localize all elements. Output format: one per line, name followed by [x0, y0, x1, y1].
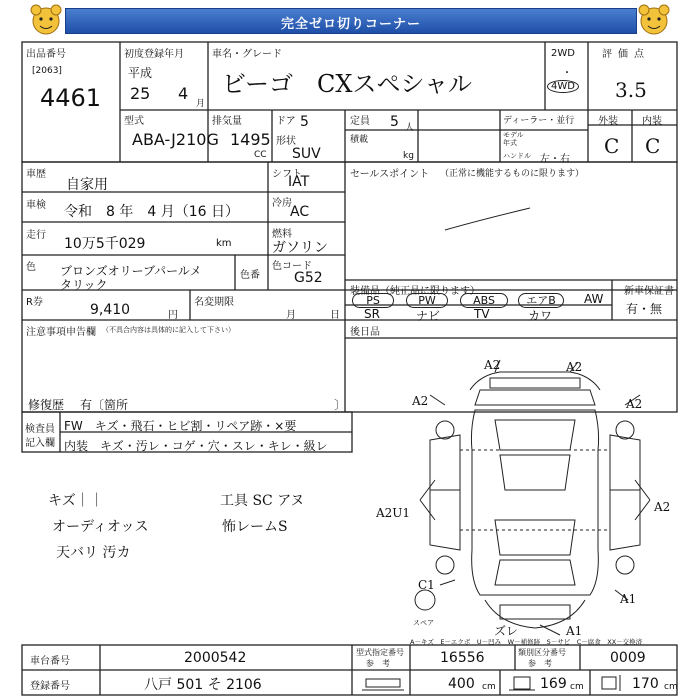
mileage-value: 10万5千029 — [64, 236, 146, 252]
mark-top-a: A2 — [484, 358, 501, 372]
length-icon — [360, 673, 408, 693]
registration-label: 初度登録年月 — [124, 49, 184, 60]
displacement-value: 1495 — [230, 130, 271, 149]
displacement-unit: CC — [254, 150, 267, 160]
body-type-label: 形状 — [276, 136, 296, 147]
sales-point-note: （正常に機能するものに限ります） — [440, 169, 585, 179]
usage-label: 車歴 — [26, 169, 46, 180]
mileage-label: 走行 — [26, 230, 46, 241]
mark-left-mid: A2U1 — [376, 506, 411, 520]
equipment-tv: TV — [474, 307, 490, 321]
doors-value: 5 — [300, 114, 309, 130]
drive-2wd: 2WD — [551, 48, 575, 59]
registration-year: 25 — [130, 84, 151, 103]
category-value: 0009 — [610, 650, 646, 666]
mark-top-b: A2 — [566, 360, 583, 374]
page-title: 完全ゼロ切りコーナー — [280, 17, 421, 32]
score-label: 評価点 — [602, 49, 650, 60]
fuel-value: ガソリン — [272, 240, 328, 256]
displacement-label: 排気量 — [212, 116, 242, 127]
recycle-value: 9,410 — [90, 302, 131, 318]
notes-label: 注意事項申告欄 — [26, 327, 96, 338]
fuel-label: 燃料 — [272, 229, 292, 240]
lot-code: [2063] — [32, 66, 62, 76]
score-value: 3.5 — [615, 78, 647, 102]
handwritten-stroke — [440, 200, 540, 240]
drive-dot: ・ — [562, 68, 572, 79]
color-code-label: 色コード — [272, 261, 312, 272]
type-designation-value: 16556 — [440, 650, 485, 666]
length-unit: cm — [482, 682, 496, 692]
car-damage-diagram — [400, 350, 680, 640]
lot-label: 出品番号 — [26, 49, 66, 60]
load-label: 積載 — [350, 135, 369, 145]
capacity-value: 5 — [390, 114, 399, 130]
interior-score: C — [645, 134, 661, 158]
recycle-label: R券 — [26, 297, 43, 308]
chassis-value: 2000542 — [184, 650, 247, 666]
load-unit: kg — [403, 151, 414, 161]
mark-bottom-a: ズレ — [494, 624, 519, 638]
handwritten-right-1: 工具 SC アヌ — [220, 493, 305, 509]
repair-label: 修復歴 — [28, 398, 65, 412]
equipment-airbag: エアB — [518, 293, 564, 308]
car-name-value: ビーゴ CXスペシャル — [222, 70, 473, 98]
plate-label: 登録番号 — [30, 681, 70, 692]
aircon-label: 冷房 — [272, 198, 292, 209]
color-value-line1: ブロンズオリーブパールメ — [60, 264, 202, 278]
warranty-value: 有・無 — [626, 302, 663, 316]
equipment-ps: PS — [352, 293, 394, 308]
capacity-unit: 人 — [405, 123, 415, 133]
type-designation-sub: 参 考 — [366, 659, 390, 668]
height-icon — [596, 673, 626, 693]
model-year-label2: 年式 — [503, 139, 517, 147]
equipment-aw: AW — [584, 292, 604, 306]
name-change-label: 名変期限 — [194, 297, 234, 308]
width-icon — [506, 673, 538, 693]
shift-value: IAT — [288, 174, 310, 190]
mileage-unit: km — [216, 238, 232, 249]
inspection-label: 車検 — [26, 200, 46, 211]
repair-close: 〕 — [334, 398, 347, 412]
model-year-label1: モデル — [503, 131, 524, 139]
warranty-label: 新車保証書 — [624, 286, 674, 297]
inspector-row2: 内装 キズ・汚レ・コゲ・穴・スレ・キレ・級レ — [64, 439, 328, 453]
body-type-value: SUV — [292, 146, 321, 162]
name-change-day: 日 — [330, 310, 340, 321]
category-sub: 参 考 — [528, 659, 552, 668]
inspector-label1: 検査員 — [25, 424, 55, 435]
interior-label: 内装 — [642, 116, 662, 127]
inspector-row1: FW キズ・飛石・ヒビ割・リペア跡・×要 — [64, 419, 297, 433]
exterior-score: C — [604, 134, 620, 158]
type-designation-label: 型式指定番号 — [356, 648, 404, 657]
dealer-label: ディーラー・並行 — [503, 116, 575, 126]
inspector-label2: 記入欄 — [25, 438, 55, 449]
equipment-label: 装備品（純正品に限ります） — [350, 286, 480, 297]
inspection-value: 令和 8 年 4 月（16 日） — [64, 204, 239, 220]
damage-legend: A－キズ E－エクボ U－凹み W－補修跡 S－サビ C－腐食 XX－交換済 — [410, 638, 643, 646]
car-name-label: 車名・グレード — [212, 49, 282, 60]
equipment-abs: ABS — [460, 293, 508, 308]
equipment-sr: SR — [364, 307, 380, 321]
handwritten-right-2: 怖レームS — [222, 519, 288, 535]
width-value: 169 — [540, 676, 567, 692]
model-value: ABA-J210G — [132, 130, 219, 149]
registration-month-unit: 月 — [196, 99, 206, 109]
spare-label: スペア — [413, 619, 434, 627]
capacity-label: 定員 — [350, 116, 370, 127]
notes-sub: （不具合内容は具体的に記入して下さい） — [102, 326, 235, 334]
lot-number: 4461 — [40, 84, 102, 112]
aftermarket-label: 後日品 — [350, 327, 380, 338]
mark-right-mid: A2 — [654, 500, 671, 514]
color-value-line2: タリック — [60, 278, 108, 292]
handwritten-left-2: オーディオッス — [52, 519, 149, 535]
doors-label: ドア — [276, 116, 296, 127]
mark-right-low: A1 — [620, 592, 637, 606]
handwritten-left-1: キズ｜｜ — [48, 493, 104, 509]
mark-left-top: A2 — [412, 394, 429, 408]
mark-bottom-b: A1 — [566, 624, 583, 638]
color-number-label: 色番 — [240, 270, 260, 281]
shift-label: シフト — [272, 169, 302, 180]
equipment-leather: カワ — [528, 309, 553, 323]
plate-value: 八戸 501 そ 2106 — [144, 677, 262, 693]
recycle-unit: 円 — [168, 310, 178, 321]
drive-4wd: 4WD — [547, 80, 579, 93]
usage-value: 自家用 — [66, 177, 108, 193]
color-code-value: G52 — [294, 270, 323, 286]
length-value: 400 — [448, 676, 475, 692]
aircon-value: AC — [290, 204, 310, 220]
mark-left-low: C1 — [418, 578, 435, 592]
sales-point-label: セールスポイント — [350, 169, 430, 180]
exterior-label: 外装 — [598, 116, 618, 127]
name-change-month: 月 — [286, 310, 296, 321]
registration-month: 4 — [178, 84, 189, 103]
handle-value: 左・右 — [540, 154, 570, 165]
mark-right-top: A2 — [626, 397, 643, 411]
height-value: 170 — [632, 676, 659, 692]
repair-value: 有〔箇所 — [80, 398, 129, 412]
category-label: 類別区分番号 — [518, 648, 566, 657]
height-unit: cm — [664, 682, 678, 692]
equipment-pw: PW — [406, 293, 448, 308]
width-unit: cm — [570, 682, 584, 692]
color-label: 色 — [26, 262, 36, 273]
equipment-navi: ナビ — [416, 309, 441, 323]
registration-era: 平成 — [128, 66, 153, 80]
handle-label: ハンドル — [503, 152, 531, 160]
chassis-label: 車台番号 — [30, 656, 70, 667]
handwritten-left-3: 天バリ 汚カ — [56, 545, 131, 561]
model-label: 型式 — [124, 116, 144, 127]
